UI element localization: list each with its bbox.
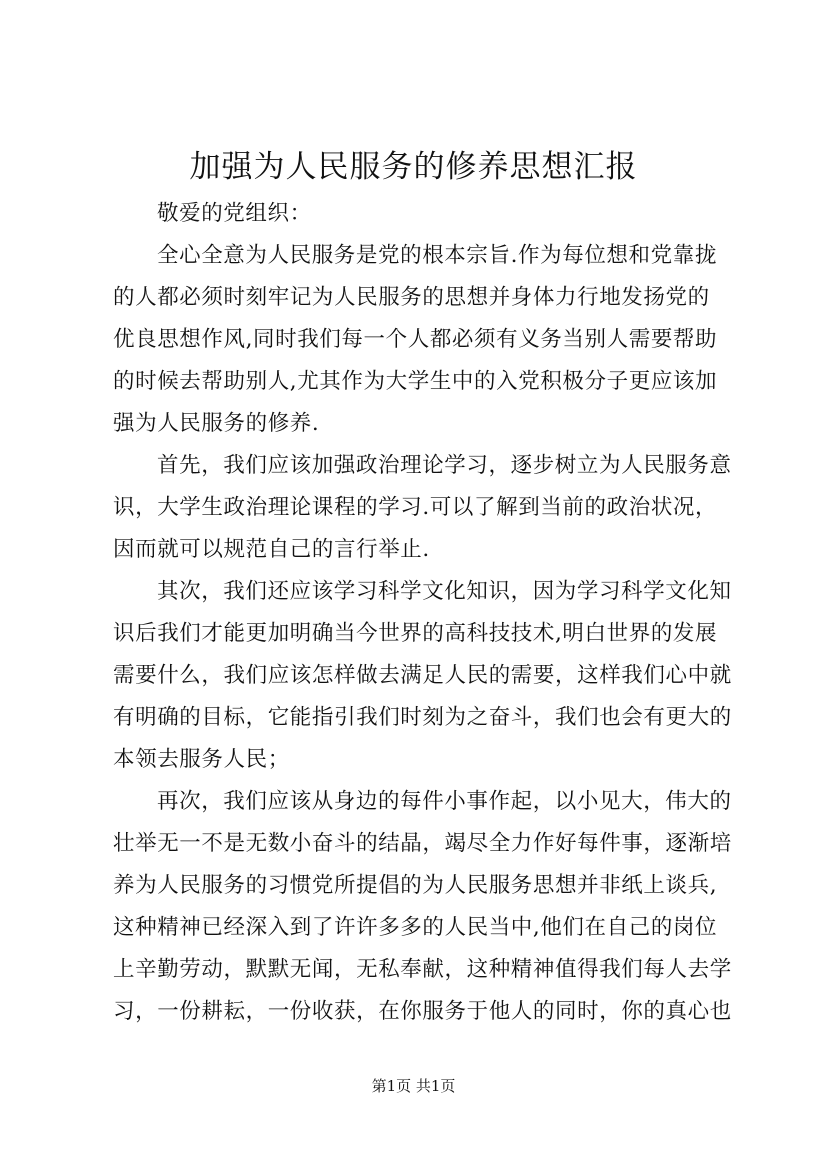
body-line: 这种精神已经深入到了许许多多的人民当中,他们在自己的岗位 xyxy=(113,915,718,940)
body-line: 习，一份耕耘，一份收获，在你服务于他人的同时，你的真心也 xyxy=(113,999,732,1024)
body-line: 优良思想作风,同时我们每一个人都必须有义务当别人需要帮助 xyxy=(113,327,718,352)
body-line: 的时候去帮助别人,尤其作为大学生中的入党积极分子更应该加 xyxy=(113,369,718,394)
page-footer: 第1页 共1页 xyxy=(371,1077,456,1095)
salutation: 敬爱的党组织： xyxy=(157,201,312,226)
body-line: 首先，我们应该加强政治理论学习，逐步树立为人民服务意 xyxy=(157,453,732,478)
body-line: 上辛勤劳动，默默无闻，无私奉献，这种精神值得我们每人去学 xyxy=(113,957,732,982)
body-line: 需要什么，我们应该怎样做去满足人民的需要，这样我们心中就 xyxy=(113,663,732,688)
body-line: 识后我们才能更加明确当今世界的高科技技术,明白世界的发展 xyxy=(113,621,718,646)
document-title: 加强为人民服务的修养思想汇报 xyxy=(189,149,638,185)
body-line: 壮举无一不是无数小奋斗的结晶，竭尽全力作好每件事，逐渐培 xyxy=(113,831,732,856)
body-line: 强为人民服务的修养. xyxy=(113,411,320,436)
body-line: 其次，我们还应该学习科学文化知识，因为学习科学文化知 xyxy=(157,579,732,604)
body-line: 因而就可以规范自己的言行举止. xyxy=(113,537,430,562)
body-line: 养为人民服务的习惯党所提倡的为人民服务思想并非纸上谈兵, xyxy=(113,873,718,898)
body-line: 有明确的目标，它能指引我们时刻为之奋斗，我们也会有更大的 xyxy=(113,705,732,730)
body-line: 识，大学生政治理论课程的学习.可以了解到当前的政治状况， xyxy=(113,495,718,520)
body-line: 全心全意为人民服务是党的根本宗旨.作为每位想和党靠拢 xyxy=(157,243,717,268)
body-line: 的人都必须时刻牢记为人民服务的思想并身体力行地发扬党的 xyxy=(113,285,710,310)
body-line: 本领去服务人民； xyxy=(113,747,290,772)
body-line: 再次，我们应该从身边的每件小事作起，以小见大，伟大的 xyxy=(157,789,732,814)
